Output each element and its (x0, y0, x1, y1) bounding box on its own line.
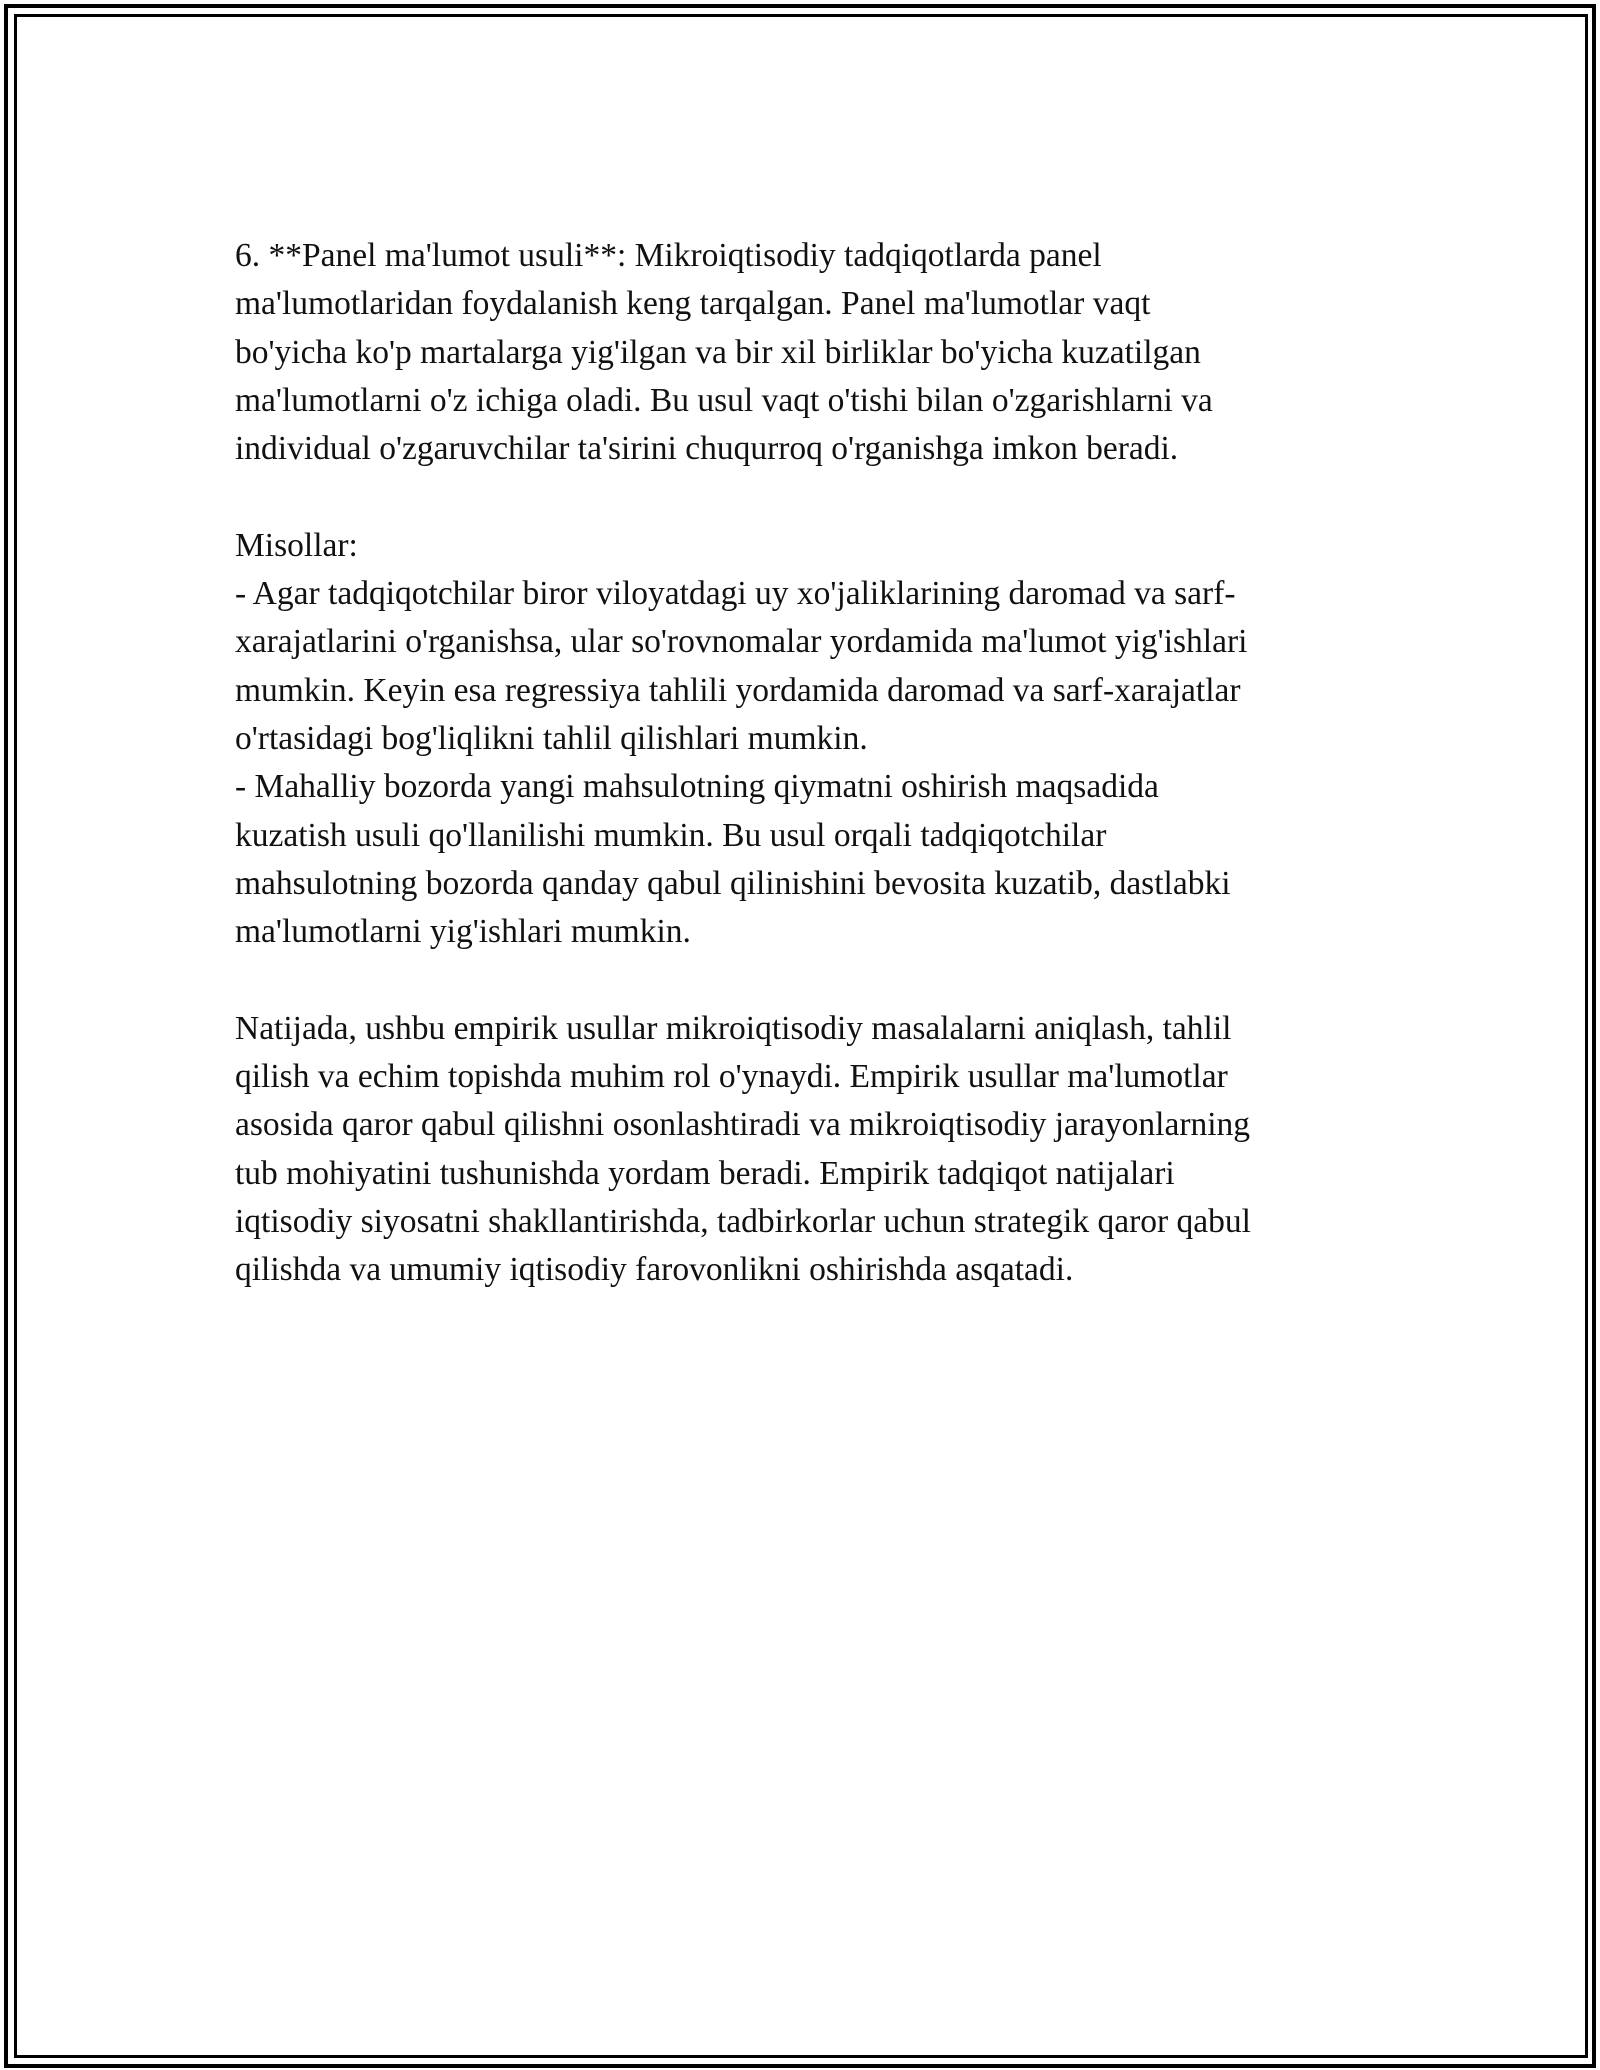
paragraph-panel-method (235, 232, 1385, 473)
text-line: bo'yicha ko'p martalarga yig'ilgan va bir xil birliklar bo'yicha kuzatilgan (235, 333, 1201, 371)
text-line: mahsulotning bozorda qanday qabul qilinishini bevosita kuzatib, dastlabki (235, 864, 1231, 902)
text-line: Natijada, ushbu empirik usullar mikroiqtisodiy masalalarni aniqlash, tahlil (235, 1009, 1232, 1047)
text-line: xarajatlarini o'rganishsa, ular so'rovnomalar yordamida ma'lumot yig'ishlari (235, 623, 1248, 661)
examples-section (235, 522, 1385, 957)
text-line: iqtisodiy siyosatni shakllantirishda, tadbirkorlar uchun strategik qaror qabul (235, 1202, 1251, 1240)
example-item-2 (235, 763, 1385, 956)
paragraph-conclusion (235, 1005, 1385, 1295)
text-line: - Agar tadqiqotchilar biror viloyatdagi uy xo'jaliklarining daromad va sarf- (235, 575, 1236, 613)
paragraph-spacer (235, 473, 1385, 521)
text-line: individual o'zgaruvchilar ta'sirini chuqurroq o'rganishga imkon beradi. (235, 430, 1179, 468)
text-line: - Mahalliy bozorda yangi mahsulotning qiymatni oshirish maqsadida (235, 768, 1159, 806)
text-line: ma'lumotlarni yig'ishlari mumkin. (235, 913, 691, 951)
example-item-1 (235, 570, 1385, 763)
document-body (235, 232, 1385, 1295)
text-line: o'rtasidagi bog'liqlikni tahlil qilishlari mumkin. (235, 719, 868, 757)
paragraph-spacer (235, 956, 1385, 1004)
text-line: kuzatish usuli qo'llanilishi mumkin. Bu usul orqali tadqiqotchilar (235, 816, 1107, 854)
text-line: 6. **Panel ma'lumot usuli**: Mikroiqtisodiy tadqiqotlarda panel (235, 237, 1102, 274)
examples-heading: Misollar: (235, 526, 358, 564)
text-line: asosida qaror qabul qilishni osonlashtiradi va mikroiqtisodiy jarayonlarning (235, 1106, 1251, 1144)
text-line: qilish va echim topishda muhim rol o'ynaydi. Empirik usullar ma'lumotlar (235, 1058, 1228, 1096)
text-line: ma'lumotlaridan foydalanish keng tarqalgan. Panel ma'lumotlar vaqt (235, 285, 1151, 323)
text-line: mumkin. Keyin esa regressiya tahlili yordamida daromad va sarf-xarajatlar (235, 671, 1241, 709)
text-line: tub mohiyatini tushunishda yordam beradi. Empirik tadqiqot natijalari (235, 1154, 1175, 1192)
text-line: ma'lumotlarni o'z ichiga oladi. Bu usul vaqt o'tishi bilan o'zgarishlarni va (235, 381, 1213, 419)
text-line: qilishda va umumiy iqtisodiy farovonlikni oshirishda asqatadi. (235, 1251, 1074, 1289)
